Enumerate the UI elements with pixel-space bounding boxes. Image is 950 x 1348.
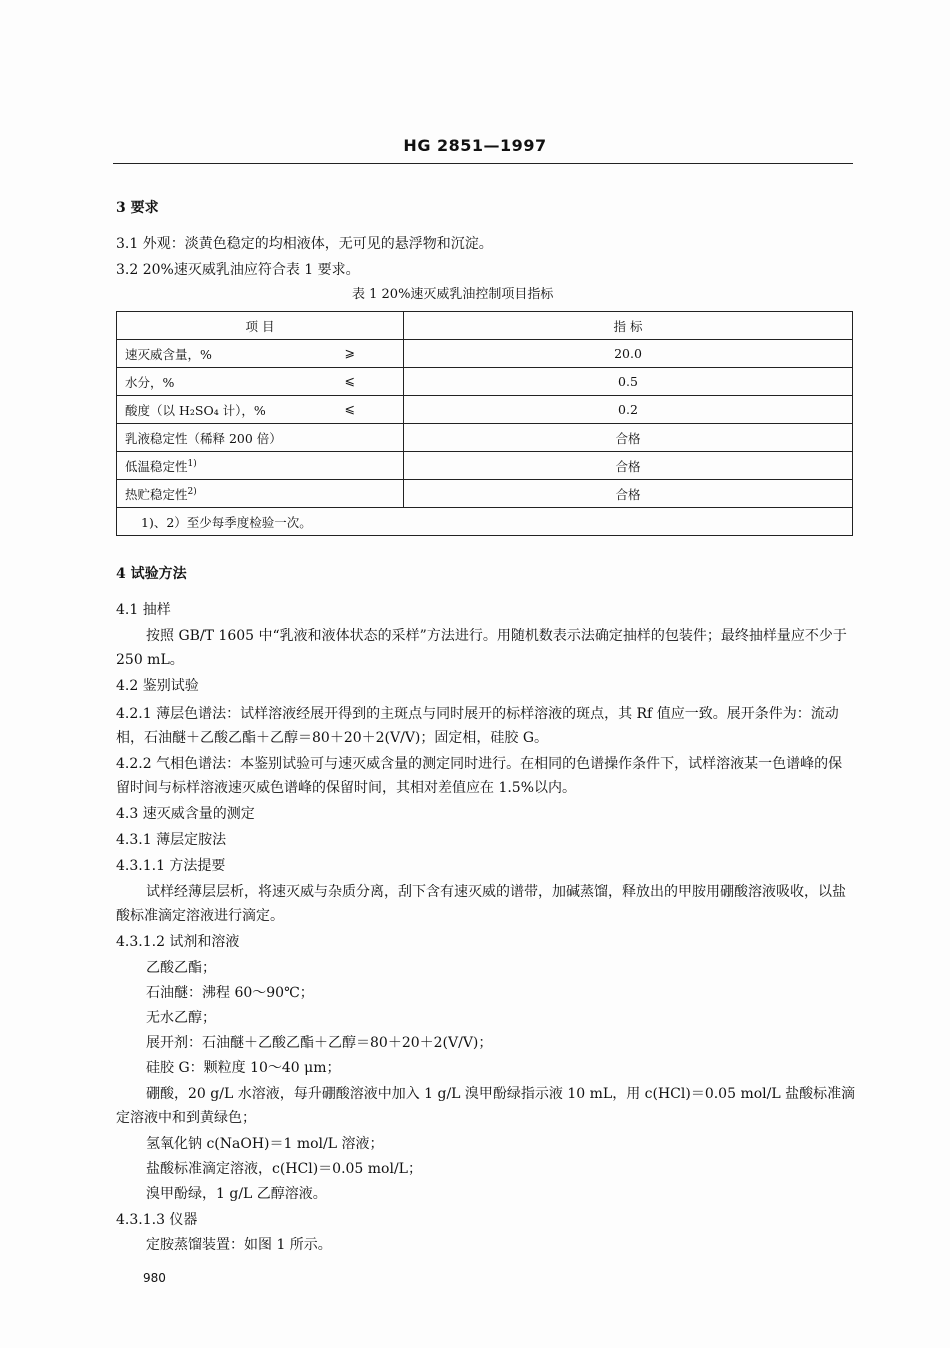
clause-4-3-1-1-text: 试样经薄层层析，将速灭威与杂质分离，刮下含有速灭威的谱带，加碱蒸馏，释放出的甲胺用硼酸溶液吸收，以盐酸标准滴定溶液进行滴定。 (116, 884, 846, 924)
clause-4-3: 4.3 速灭威含量的测定 (116, 806, 255, 822)
reagent-item: 石油醚：沸程 60～90℃； (146, 985, 314, 1001)
row-item: 乳液稳定性（稀释 200 倍） (125, 430, 282, 446)
clause-4-3-1-3-text: 定胺蒸馏装置：如图 1 所示。 (146, 1237, 332, 1253)
row-item-cell (117, 368, 404, 396)
clause-4-3-1: 4.3.1 薄层定胺法 (116, 832, 227, 848)
table-row (117, 452, 853, 480)
row-item: 速灭威含量，% (125, 346, 212, 362)
clause-4-3-1-1: 4.3.1.1 方法提要 (116, 858, 226, 874)
table-row (117, 340, 853, 368)
reagent-item: 无水乙醇； (146, 1010, 216, 1026)
row-footnote-mark: 2) (187, 486, 197, 497)
clause-3-1: 3.1 外观：淡黄色稳定的均相液体，无可见的悬浮物和沉淀。 (116, 236, 493, 252)
reagent-item: 乙酸乙酯； (146, 960, 216, 976)
row-item: 热贮稳定性 (125, 486, 188, 502)
header-index: 指 标 (404, 312, 853, 340)
reagent-item: 展开剂：石油醚＋乙酸乙酯＋乙醇＝80＋20＋2(V/V)； (146, 1035, 493, 1051)
section-4-title: 4 试验方法 (116, 566, 187, 582)
standard-code-header: HG 2851—1997 (403, 136, 547, 155)
row-item: 水分，% (125, 374, 175, 390)
reagent-boric-acid: 硼酸，20 g/L 水溶液，每升硼酸溶液中加入 1 g/L 溴甲酚绿指示液 10 mL，用 c(HCl)＝0.05 mol/L 盐酸标准滴定溶液中和到黄绿色； (116, 1086, 856, 1126)
row-item-cell (117, 340, 404, 368)
table-header-row (117, 312, 853, 340)
row-item-cell (117, 452, 404, 480)
row-symbol: ⩾ (344, 344, 355, 360)
reagent-item: 溴甲酚绿，1 g/L 乙醇溶液。 (146, 1186, 327, 1202)
table-row (117, 368, 853, 396)
header-rule (113, 163, 853, 164)
table-row (117, 396, 853, 424)
row-footnote-mark: 1) (187, 458, 197, 469)
section-3-title: 3 要求 (116, 200, 159, 216)
clause-4-2-2: 4.2.2 气相色谱法：本鉴别试验可与速灭威含量的测定同时进行。在相同的色谱操作条件下，试样溶液某一色谱峰的保留时间与标样溶液速灭威色谱峰的保留时间，其相对差值应在 1.5%以内。 (116, 756, 843, 796)
row-value: 合格 (404, 424, 853, 452)
table-caption: 表 1 20%速灭威乳油控制项目指标 (352, 287, 554, 302)
row-value: 0.2 (404, 396, 853, 424)
clause-4-3-1-2: 4.3.1.2 试剂和溶液 (116, 934, 240, 950)
row-item-cell (117, 480, 404, 508)
clause-4-1-text: 按照 GB/T 1605 中“乳液和液体状态的采样”方法进行。用随机数表示法确定抽样的包装件；最终抽样量应不少于250 mL。 (116, 628, 847, 668)
clause-3-2: 3.2 20%速灭威乳油应符合表 1 要求。 (116, 262, 360, 278)
spec-table (116, 311, 853, 536)
row-item: 酸度（以 H₂SO₄ 计），% (125, 402, 266, 418)
row-value: 合格 (404, 480, 853, 508)
row-value: 合格 (404, 452, 853, 480)
clause-4-1: 4.1 抽样 (116, 602, 171, 618)
row-item-cell (117, 424, 404, 452)
clause-4-2: 4.2 鉴别试验 (116, 678, 199, 694)
row-value: 0.5 (404, 368, 853, 396)
row-symbol: ⩽ (344, 400, 355, 416)
row-item-cell (117, 396, 404, 424)
page-number: 980 (143, 1271, 166, 1285)
header-item: 项 目 (117, 312, 404, 340)
table-row (117, 424, 853, 452)
table-row (117, 480, 853, 508)
reagent-item: 氢氧化钠 c(NaOH)＝1 mol/L 溶液； (146, 1136, 384, 1152)
row-item: 低温稳定性 (125, 458, 188, 474)
row-symbol: ⩽ (344, 372, 355, 388)
table-note: 1)、2）至少每季度检验一次。 (117, 508, 853, 536)
reagent-item: 盐酸标准滴定溶液，c(HCl)＝0.05 mol/L； (146, 1161, 422, 1177)
reagent-item: 硅胶 G：颗粒度 10～40 μm； (146, 1060, 341, 1076)
clause-4-2-1: 4.2.1 薄层色谱法：试样溶液经展开得到的主斑点与同时展开的标样溶液的斑点，其 Rf 值应一致。展开条件为：流动相，石油醚＋乙酸乙酯＋乙醇＝80＋20＋2(V/V)；固定相，硅胶 G。 (116, 706, 839, 746)
row-value: 20.0 (404, 340, 853, 368)
clause-4-3-1-3: 4.3.1.3 仪器 (116, 1212, 198, 1228)
table-note-row (117, 508, 853, 536)
